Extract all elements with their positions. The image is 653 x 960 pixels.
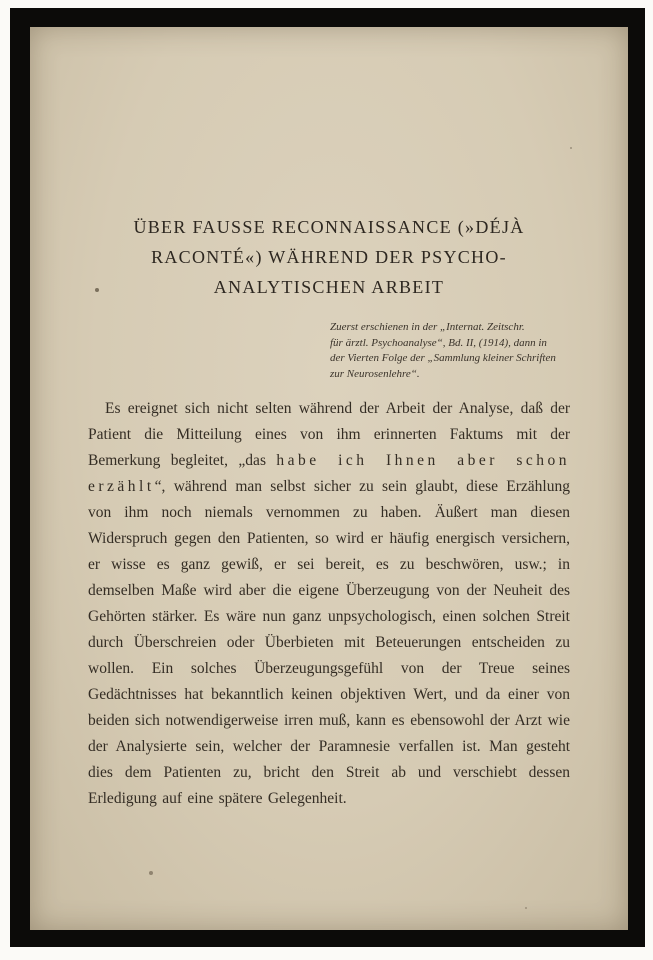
page-title	[66, 212, 592, 302]
body-paragraph	[88, 396, 570, 812]
title-line-3: ANALYTISCHEN ARBEIT	[213, 277, 445, 297]
book-page	[30, 27, 628, 930]
scan-border	[10, 8, 645, 947]
source-note-line-4: zur Neurosenlehre“.	[330, 367, 420, 380]
paper-specks	[30, 27, 32, 29]
source-note-line-1: Zuerst erschienen in der „Internat. Zeitschr.	[330, 321, 525, 333]
source-note-line-3: der Vierten Folge der „Sammlung kleiner Schriften	[330, 352, 556, 364]
source-note-line-2: für ärztl. Psychoanalyse“, Bd. II, (1914), dann in	[330, 336, 547, 349]
title-line-2: RACONTÉ«) WÄHREND DER PSYCHO-	[151, 247, 507, 267]
body-text-after: “, während man selbst sicher zu sein glaubt, diese Erzählung von ihm noch niemals vernommen zu haben. Äußert man diesen Widerspruch gegen den Patienten, so wird er häufig energisch versichern, er wisse es ganz gewiß, er sei bereit, es zu beschwören, usw.; in demselben Maße wird aber die eigene Überzeugung von der Neuheit des Gehörten stärker. Es wäre nun ganz unpsychologisch, einen solchen Streit durch Überschreien oder Überbieten mit Beteuerungen entscheiden zu wollen. Ein solches Überzeugungsgefühl von der Treue seines Gedächtnisses hat bekanntlich keinen objektiven Wert, und da einer von beiden sich notwendigerweise irren muß, kann es ebensowohl der Arzt wie der Analysierte sein, welcher der Paramnesie verfallen ist. Man gesteht dies dem Patienten zu, bricht den Streit ab und verschiebt dessen Erledigung auf eine spätere Gelegenheit.	[88, 478, 570, 807]
source-note	[330, 320, 572, 382]
body-text-emphasized: habe ich Ihnen aber schon erzählt	[88, 452, 570, 495]
title-line-1: ÜBER FAUSSE RECONNAISSANCE (»DÉJÀ	[133, 217, 525, 237]
body-text-before: Es ereignet sich nicht selten während der Arbeit der Analyse, daß der Patient die Mitteilung eines von ihm erinnerten Faktums mit der Bemerkung begleitet, „das	[88, 400, 570, 469]
